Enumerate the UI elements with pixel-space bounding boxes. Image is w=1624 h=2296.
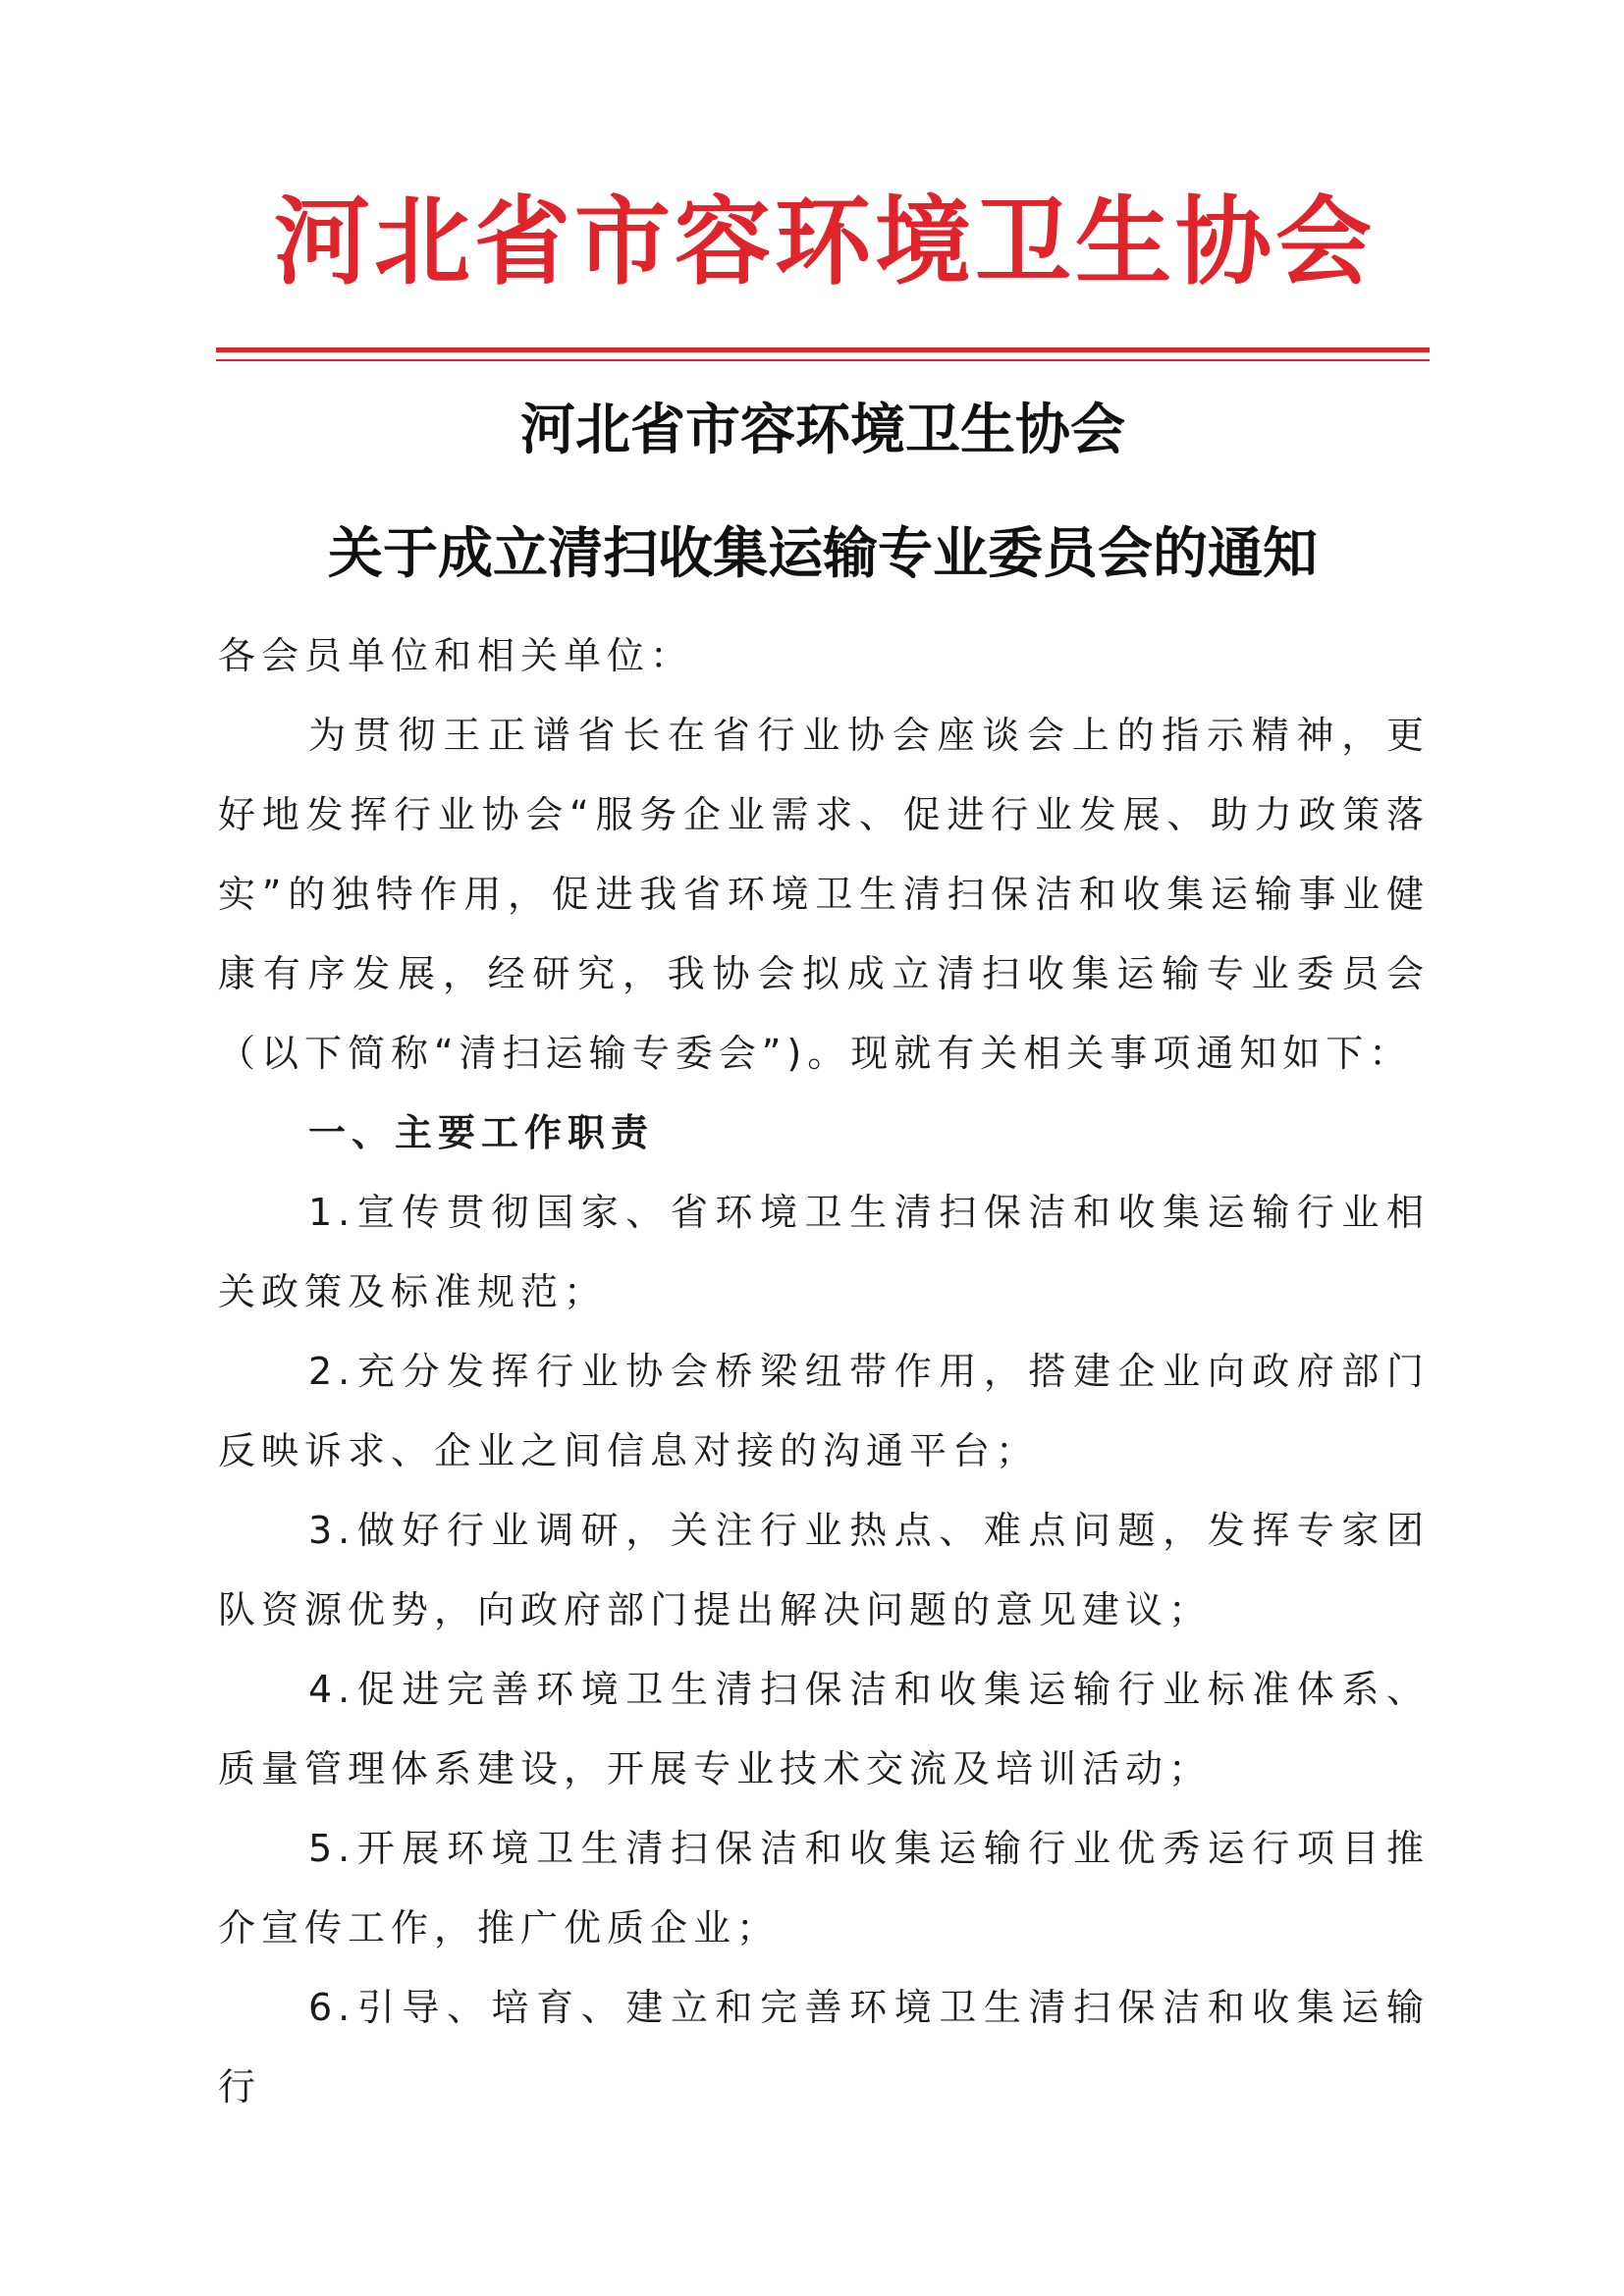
duty-item-1: 1.宣传贯彻国家、省环境卫生清扫保洁和收集运输行业相关政策及标准规范；	[218, 1191, 1430, 1313]
document-body	[218, 616, 1430, 2127]
duty-item-3: 3.做好行业调研，关注行业热点、难点问题，发挥专家团队资源优势，向政府部门提出解决问题的意见建议；	[218, 1509, 1430, 1631]
document-title-line-2: 关于成立清扫收集运输专业委员会的通知	[328, 521, 1318, 586]
intro-paragraph: 为贯彻王正谱省长在省行业协会座谈会上的指示精神，更好地发挥行业协会“服务企业需求、促进行业发展、助力政策落实”的独特作用，促进我省环境卫生清扫保洁和收集运输事业健康有序发展，经研究，我协会拟成立清扫收集运输专业委员会（以下简称“清扫运输专委会”)。现就有关相关事项通知如下：	[218, 714, 1430, 1075]
duty-item-4: 4.促进完善环境卫生清扫保洁和收集运输行业标准体系、质量管理体系建设，开展专业技术交流及培训活动；	[218, 1668, 1430, 1790]
duty-item-5: 5.开展环境卫生清扫保洁和收集运输行业优秀运行项目推介宣传工作，推广优质企业；	[218, 1827, 1430, 1949]
letterhead-org-name: 河北省市容环境卫生协会	[273, 186, 1376, 298]
document-title-line-1: 河北省市容环境卫生协会	[520, 398, 1125, 462]
duty-item-2: 2.充分发挥行业协会桥梁纽带作用，搭建企业向政府部门反映诉求、企业之间信息对接的沟通平台；	[218, 1350, 1430, 1472]
letterhead-rule-thin	[216, 359, 1430, 361]
salutation: 各会员单位和相关单位：	[218, 634, 694, 677]
letterhead-rule-thick	[216, 347, 1430, 352]
duty-item-6: 6.引导、培育、建立和完善环境卫生清扫保洁和收集运输行	[218, 1986, 1430, 2109]
section-heading-duties: 一、主要工作职责	[308, 1111, 655, 1154]
